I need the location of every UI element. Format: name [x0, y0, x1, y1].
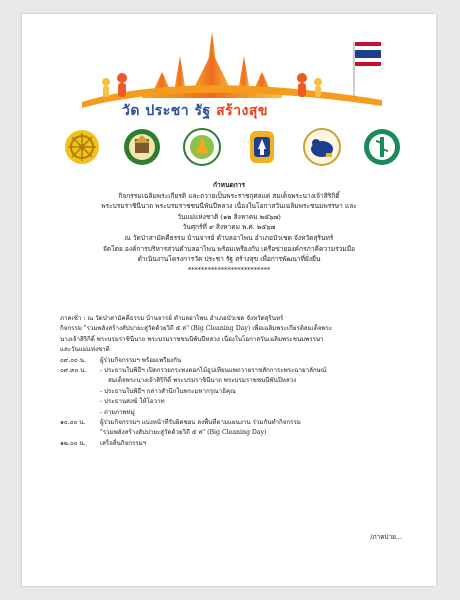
document-page — [22, 14, 436, 586]
schedule-time: ๐๙.๐๐ น. — [60, 356, 86, 364]
schedule-text: - ถ่ายภาพหมู่ — [100, 408, 135, 416]
royal-emblem-logo — [242, 127, 282, 167]
intro-line: นางเจ้าสิริกิติ์ พระบรมราชินีนาถ พระบรมราชชนนีพันปีหลวง เนื่องในโอกาสวันเฉลิมพระชนมพรรษา — [60, 335, 324, 343]
logos-row — [62, 124, 402, 170]
flag-icon — [354, 42, 381, 98]
district-seal-logo — [182, 127, 222, 167]
schedule-text: "รวมพลังสร้างสัปปายะสู่วัดด้วยวิถี ๕ ส" (Big Cleaning Day) — [100, 429, 267, 437]
heading-line: พระบรมราชินีนาถ พระบรมราชชนนีพันปีหลวง เนื่องในโอกาสวันเฉลิมพระชนมพรรษา และ — [101, 202, 357, 211]
schedule-item — [60, 418, 420, 439]
banner-title-part2: สร้างสุข — [216, 103, 268, 119]
schedule-item — [60, 356, 420, 366]
dharma-wheel-logo — [62, 127, 102, 167]
public-health-logo — [362, 127, 402, 167]
schedule-text: - ประธานสงฆ์ ให้โอวาท — [100, 398, 165, 406]
schedule-time: ๑๒.๐๐ น. — [60, 439, 86, 447]
banner-title-part1: วัด ประชา รัฐ — [122, 103, 211, 119]
schedule-text: - ประธานในพิธีฯ กล่าวสำนึกในพระมหากรุณาธิคุณ — [100, 387, 236, 395]
religious-affairs-logo — [122, 127, 162, 167]
schedule-time: ๑๐.๐๐ น. — [60, 419, 86, 427]
heading-title: กำหนดการ — [212, 181, 246, 189]
banner-title — [122, 100, 268, 122]
heading-separator: ************************* — [187, 265, 271, 274]
provincial-seal-logo — [302, 127, 342, 167]
heading-line: วันแม่แห่งชาติ (๑๒ สิงหาคม ๒๕๖๗) — [177, 212, 281, 221]
schedule-heading — [32, 180, 426, 275]
schedule-text: ผู้ร่วมกิจกรรมฯ พร้อมเพรียงกัน — [100, 356, 182, 364]
heading-line: กิจกรรมเฉลิมพระเกียรติ และถวายเป็นพระราชกุศลแด่ สมเด็จพระนางเจ้าสิริกิติ์ — [118, 191, 340, 200]
heading-organizer: จัดโดย องค์การบริหารส่วนตำบลอาไพน พร้อมเพรียงกับ เครือข่ายองค์กรภาคีความร่วมมือ — [102, 244, 356, 253]
heading-line: ดำเนินงานโครงการวัด ประชา รัฐ สร้างสุข เพื่อการพัฒนาที่ยั่งยืน — [137, 255, 321, 264]
intro-line: และวันแม่แห่งชาติ — [60, 346, 110, 354]
intro-line: ภาคเช้า : ณ วัดป่าสามัคคีธรรม บ้านจารย์ ตำบลอาไพน อำเภอบัวเชด จังหวัดสุรินทร์ — [60, 315, 284, 322]
schedule-item — [60, 439, 420, 449]
next-page-note: /ภาคบ่าย... — [370, 533, 402, 541]
schedule-text: ผู้ร่วมกิจกรรมฯ แบ่งหน้าที่รับผิดชอบ ลงพื้นที่ตามแผนงาน ร่วมกันทำกิจกรรม — [100, 419, 301, 427]
heading-date: วันศุกร์ที่ ๙ สิงหาคม พ.ศ. ๒๕๖๗ — [182, 223, 276, 232]
schedule-body — [60, 314, 420, 449]
intro-line: กิจกรรม "รวมพลังสร้างสัปปายะสู่วัดด้วยวิถี ๕ ส" (Big Cleaning Day) เพื่อเฉลิมพระเกียรติสมเด็จพระ — [60, 325, 333, 333]
schedule-time: ๐๙.๓๐ น. — [60, 367, 87, 375]
heading-location: ณ วัดป่าสามัคคีธรรม บ้านจารย์ ตำบลอาไพน อำเภอบัวเชด จังหวัดสุรินทร์ — [124, 233, 334, 242]
schedule-text: เสร็จสิ้นกิจกรรมฯ — [100, 439, 147, 447]
schedule-item — [60, 366, 420, 418]
schedule-text: สมเด็จพระนางเจ้าสิริกิติ์ พระบรมราชินีนาถ พระบรมราชชนนีพันปีหลวง — [108, 377, 297, 385]
schedule-text: - ประธานในพิธีฯ เปิดกรวยกระทงดอกไม้ธูปเทียนแพถวายราชสักการะพระฉายาลักษณ์ — [100, 367, 327, 375]
